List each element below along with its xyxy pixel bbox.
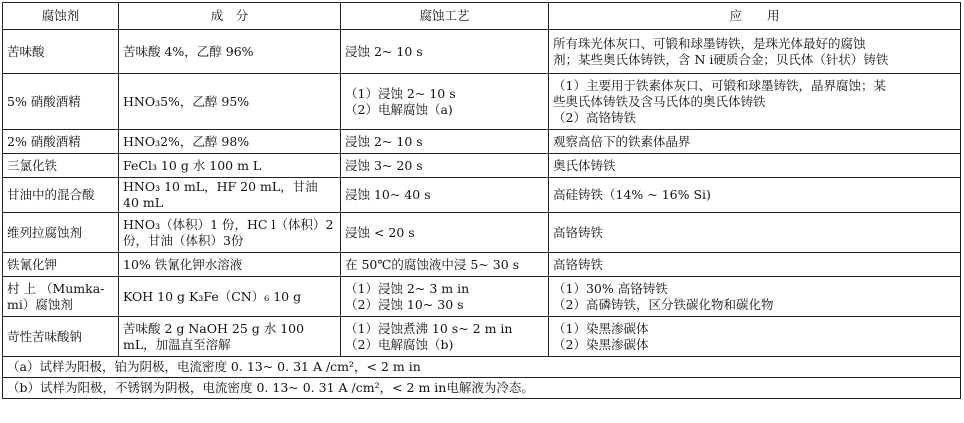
table-footnote-row: [3, 378, 961, 399]
cell-application: [549, 277, 961, 317]
cell-composition: [119, 178, 341, 213]
cell-line: （1）浸蚀 2~ 3 m in: [345, 280, 470, 296]
cell-process: [341, 74, 549, 130]
cell-agent: [3, 213, 119, 253]
cell-composition: [119, 277, 341, 317]
cell-line: 高铬铸铁: [553, 256, 604, 272]
cell-line: 在 50℃的腐蚀液中浸 5~ 30 s: [345, 256, 520, 272]
cell-composition: [119, 213, 341, 253]
table-row: [3, 277, 961, 317]
cell-process: [341, 213, 549, 253]
cell-line: 高铬铸铁: [553, 224, 604, 240]
cell-line: （2）高铬铸铁: [553, 109, 636, 125]
table-row: [3, 213, 961, 253]
cell-line: 铁氰化钾: [7, 256, 58, 272]
table-footnote-row: [3, 357, 961, 378]
cell-agent: [3, 130, 119, 154]
cell-process: [341, 317, 549, 357]
cell-line: 浸蚀 2~ 10 s: [345, 133, 423, 149]
cell-line: （2）电解腐蚀（b): [345, 336, 454, 352]
cell-line: HNO₃ 10 mL，HF 20 mL，甘油 40 mL: [123, 179, 318, 210]
cell-line: 甘油中的混合酸: [7, 187, 95, 202]
cell-agent: [3, 74, 119, 130]
cell-line: 10% 铁氰化钾水溶液: [123, 256, 243, 272]
table-row: [3, 74, 961, 130]
cell-line: 2% 硝酸酒精: [7, 133, 81, 149]
table-header-row: [3, 3, 961, 30]
cell-line: 浸蚀 < 20 s: [345, 224, 415, 240]
cell-line: 苦味酸 4%，乙醇 96%: [123, 43, 254, 59]
cell-composition: [119, 317, 341, 357]
cell-line: （2）电解腐蚀（a): [345, 101, 453, 117]
cell-line: （1）主要用于铁素体灰口、可锻和球墨铸铁，晶界腐蚀；某: [553, 77, 886, 93]
cell-application: [549, 74, 961, 130]
cell-line: HNO₃（体积）1 份，HC l（体积）2: [123, 216, 334, 232]
cell-line: 份，甘油（体积）3份: [123, 232, 244, 248]
cell-process: [341, 30, 549, 74]
cell-line: （1）浸蚀 2~ 10 s: [345, 85, 456, 101]
cell-process: [341, 253, 549, 277]
cell-composition: [119, 253, 341, 277]
etchant-table-container: [2, 2, 960, 399]
cell-agent: [3, 277, 119, 317]
cell-line: 奥氏体铸铁: [553, 157, 616, 173]
cell-composition: [119, 74, 341, 130]
cell-application: [549, 154, 961, 178]
cell-line: 村 上 （Mumka-: [7, 280, 105, 296]
cell-line: 三氯化铁: [7, 157, 58, 173]
cell-process: [341, 178, 549, 213]
cell-agent: [3, 253, 119, 277]
cell-line: 苦味酸 2 g NaOH 25 g 水 100: [123, 320, 305, 336]
cell-process: [341, 130, 549, 154]
cell-line: （2）浸蚀 10~ 30 s: [345, 296, 464, 312]
cell-line: 苛性苦味酸钠: [7, 328, 83, 344]
cell-line: 浸蚀 3~ 20 s: [345, 157, 423, 173]
cell-line: 苦味酸: [7, 43, 45, 59]
cell-line: 5% 硝酸酒精: [7, 93, 81, 109]
cell-line: mL，加温直至溶解: [123, 336, 231, 352]
table-footnote: （a）试样为阳极，铂为阴极，电流密度 0. 13~ 0. 31 A /cm²，< 2 m in: [3, 357, 961, 378]
cell-line: 些奥氏体铸铁及含马氏体的奥氏体铸铁: [553, 93, 766, 109]
cell-line: KOH 10 g K₃Fe（CN）₆ 10 g: [123, 288, 302, 304]
cell-agent: [3, 178, 119, 213]
cell-line: HNO₃2%，乙醇 98%: [123, 133, 250, 149]
cell-process: [341, 277, 549, 317]
cell-application: [549, 213, 961, 253]
cell-line: mi）腐蚀剂: [7, 296, 73, 312]
cell-line: 观察高倍下的铁素体晶界: [553, 133, 691, 149]
cell-line: （2）高磷铸铁，区分铁碳化物和碳化物: [553, 296, 774, 312]
cell-composition: [119, 30, 341, 74]
cell-line: 所有珠光体灰口、可锻和球墨铸铁，是珠光体最好的腐蚀: [553, 35, 866, 51]
table-footnote: （b）试样为阳极，不锈钢为阴极，电流密度 0. 13~ 0. 31 A /cm²，< 2 m in电解液为冷态。: [3, 378, 961, 399]
cell-composition: [119, 154, 341, 178]
cell-composition: [119, 130, 341, 154]
cell-application: [549, 178, 961, 213]
table-body: [3, 30, 961, 399]
cell-line: （1）浸蚀煮沸 10 s~ 2 m in: [345, 320, 513, 336]
table-row: [3, 30, 961, 74]
cell-application: [549, 30, 961, 74]
etchant-table: [2, 2, 961, 399]
table-row: [3, 130, 961, 154]
table-row: [3, 154, 961, 178]
cell-line: 高硅铸铁（14% ~ 16% Si): [553, 187, 711, 202]
header-composition: 成 分: [119, 3, 341, 30]
cell-line: 维列拉腐蚀剂: [7, 224, 83, 240]
cell-line: （2）染黑渗碳体: [553, 336, 649, 352]
cell-application: [549, 317, 961, 357]
cell-agent: [3, 30, 119, 74]
cell-line: HNO₃5%，乙醇 95%: [123, 93, 250, 109]
header-application: 应 用: [549, 3, 961, 30]
cell-line: （1）30% 高铬铸铁: [553, 280, 668, 296]
table-row: [3, 253, 961, 277]
cell-agent: [3, 154, 119, 178]
cell-agent: [3, 317, 119, 357]
table-row: [3, 178, 961, 213]
header-process: 腐蚀工艺: [341, 3, 549, 30]
cell-line: 剂；某些奥氏体铸铁，含 N i硬质合金；贝氏体（针状）铸铁: [553, 51, 889, 67]
cell-line: 浸蚀 2~ 10 s: [345, 43, 423, 59]
header-agent: 腐蚀剂: [3, 3, 119, 30]
cell-process: [341, 154, 549, 178]
table-row: [3, 317, 961, 357]
cell-application: [549, 253, 961, 277]
cell-line: 浸蚀 10~ 40 s: [345, 187, 431, 202]
cell-line: （1）染黑渗碳体: [553, 320, 649, 336]
cell-application: [549, 130, 961, 154]
cell-line: FeCl₃ 10 g 水 100 m L: [123, 157, 262, 173]
